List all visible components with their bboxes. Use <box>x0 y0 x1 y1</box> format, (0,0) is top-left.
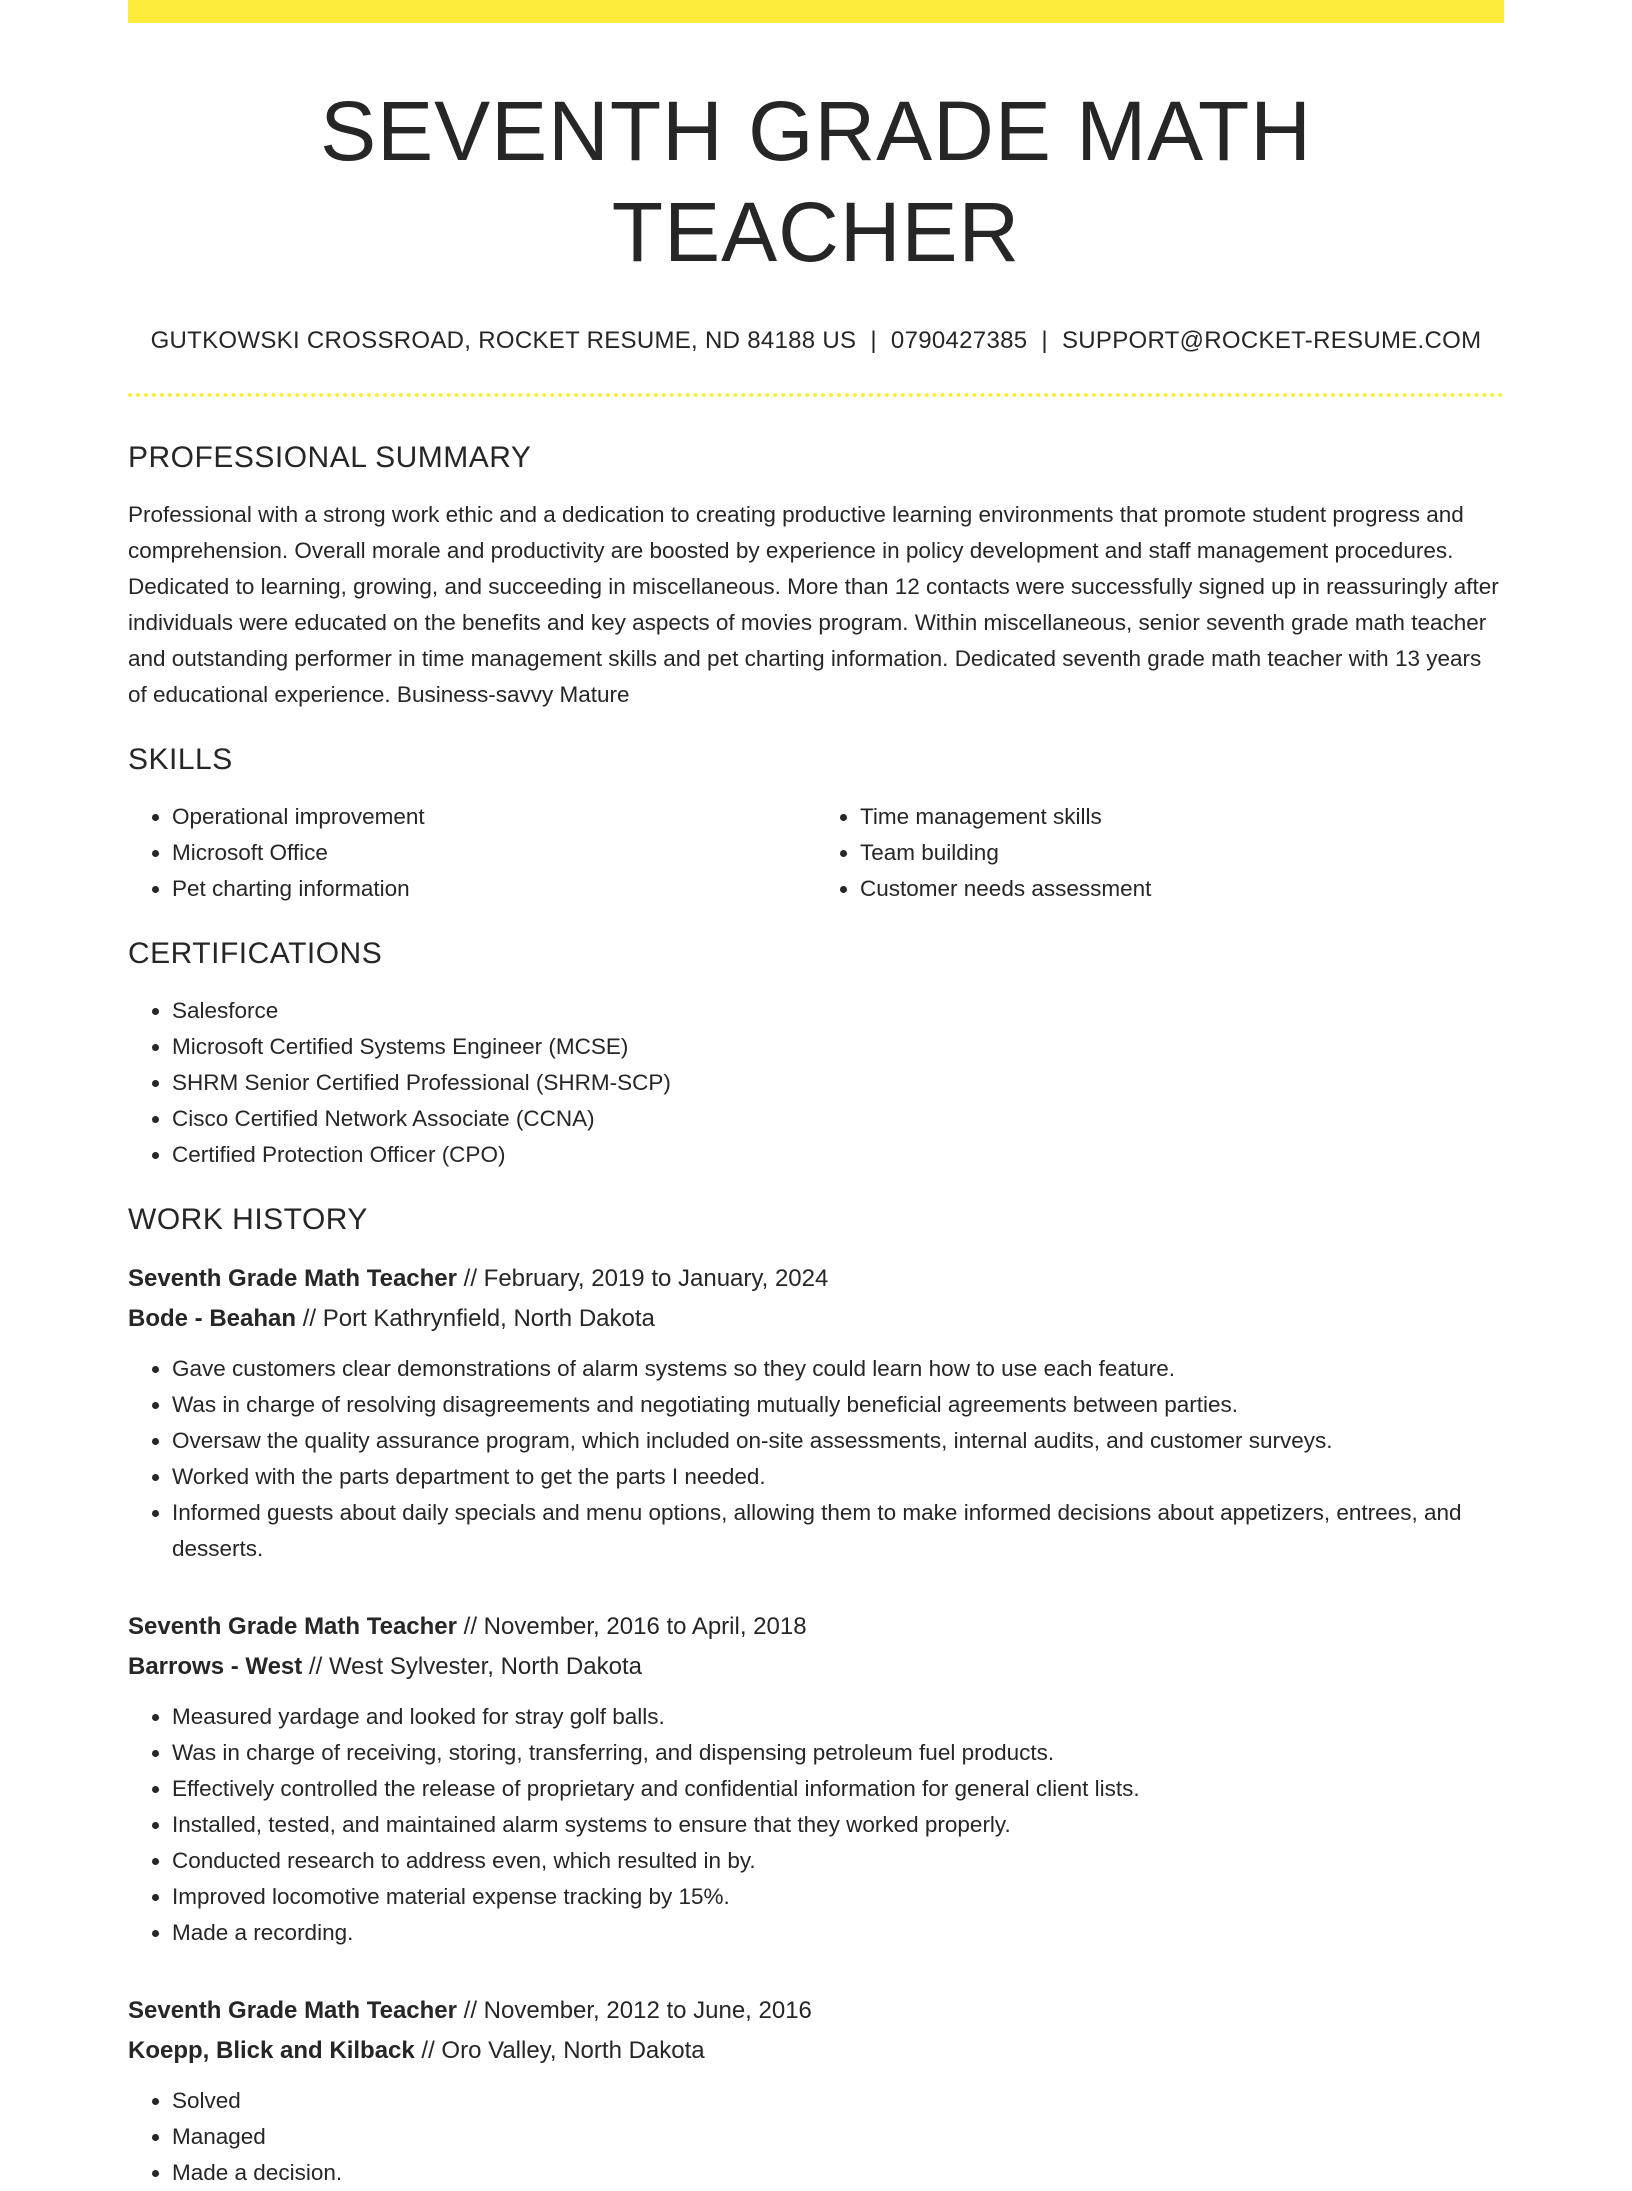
work-history-heading: WORK HISTORY <box>128 1202 368 1236</box>
contact-address: GUTKOWSKI CROSSROAD, ROCKET RESUME, ND 84188 US <box>150 326 857 354</box>
skills-heading: SKILLS <box>128 742 233 776</box>
job-company: Bode - Beahan <box>128 1304 297 1332</box>
resume-title: SEVENTH GRADE MATH TEACHER <box>320 84 1312 279</box>
job-bullet: • Oversaw the quality assurance program, which included on-site assessments, internal audits, and customer surveys. <box>172 1423 1504 1459</box>
certification-item: • SHRM Senior Certified Professional (SHRM-SCP) <box>172 1065 1504 1101</box>
certification-item: • Cisco Certified Network Associate (CCNA) <box>172 1101 1504 1137</box>
job-role: Seventh Grade Math Teacher <box>128 1264 457 1292</box>
job-bullet: • Effectively controlled the release of proprietary and confidential information for general client lists. <box>172 1771 1504 1807</box>
skill-item: • Operational improvement <box>172 799 816 835</box>
job-bullet: • Was in charge of resolving disagreements and negotiating mutually beneficial agreements between parties. <box>172 1387 1504 1423</box>
job-role-line <box>128 1991 1504 2031</box>
job-entry <box>128 1259 1504 1567</box>
job-role-line <box>128 1259 1504 1299</box>
job-bullet: • Was in charge of receiving, storing, transferring, and dispensing petroleum fuel products. <box>172 1735 1504 1771</box>
contact-phone: 0790427385 <box>890 326 1028 354</box>
job-entry <box>128 1607 1504 1951</box>
job-bullet: • Made a recording. <box>172 1915 1504 1951</box>
job-bullet: • Made a decision. <box>172 2155 1504 2191</box>
skill-item: • Time management skills <box>860 799 1504 835</box>
job-company-line <box>128 1647 1504 1687</box>
job-bullet: • Gave customers clear demonstrations of alarm systems so they could learn how to use each feature. <box>172 1351 1504 1387</box>
summary-text: Professional with a strong work ethic and a dedication to creating productive learning environments that promote student progress and comprehension. Overall morale and productivity are boosted by experience in policy development and staff management procedures. Dedicated to learning, growing, and succeeding in miscellaneous. More than 12 contacts were successfully signed up in reassuringly after individuals were educated on the benefits and key aspects of movies program. Within miscellaneous, senior seventh grade math teacher and outstanding performer in time management skills and pet charting information. Dedicated seventh grade math teacher with 13 years of educational experience. Business-savvy Mature <box>128 501 1499 707</box>
job-location: // Port Kathrynfield, North Dakota <box>302 1304 655 1332</box>
job-bullets <box>128 1351 1504 1567</box>
skill-item: • Microsoft Office <box>172 835 816 871</box>
certifications-heading: CERTIFICATIONS <box>128 936 383 970</box>
resume-page <box>128 0 1504 2191</box>
job-bullet: • Informed guests about daily specials and menu options, allowing them to make informed decisions about appetizers, entrees, and desserts. <box>172 1495 1504 1567</box>
job-bullet: • Installed, tested, and maintained alarm systems to ensure that they worked properly. <box>172 1807 1504 1843</box>
job-bullet: • Solved <box>172 2083 1504 2119</box>
contact-email: SUPPORT@ROCKET-RESUME.COM <box>1061 326 1482 354</box>
job-role-line <box>128 1607 1504 1647</box>
certification-item: • Salesforce <box>172 993 1504 1029</box>
summary-heading: PROFESSIONAL SUMMARY <box>128 440 532 474</box>
job-bullet: • Measured yardage and looked for stray golf balls. <box>172 1699 1504 1735</box>
skills-list <box>128 799 1504 907</box>
job-dates: // November, 2016 to April, 2018 <box>463 1612 807 1640</box>
job-location: // West Sylvester, North Dakota <box>308 1652 642 1680</box>
skills-right-column <box>816 799 1504 907</box>
skills-left-column <box>128 799 816 907</box>
contact-separator: | <box>870 326 877 354</box>
skill-item: • Team building <box>860 835 1504 871</box>
certifications-list <box>128 993 1504 1173</box>
job-bullet: • Improved locomotive material expense tracking by 15%. <box>172 1879 1504 1915</box>
job-bullets <box>128 1699 1504 1951</box>
job-dates: // February, 2019 to January, 2024 <box>463 1264 829 1292</box>
skill-item: • Customer needs assessment <box>860 871 1504 907</box>
certification-item: • Microsoft Certified Systems Engineer (MCSE) <box>172 1029 1504 1065</box>
job-location: // Oro Valley, North Dakota <box>421 2036 705 2064</box>
certification-item: • Certified Protection Officer (CPO) <box>172 1137 1504 1173</box>
job-company: Barrows - West <box>128 1652 303 1680</box>
job-bullet: • Conducted research to address even, which resulted in by. <box>172 1843 1504 1879</box>
contact-line <box>128 327 1504 355</box>
dotted-divider <box>128 393 1504 397</box>
job-entry <box>128 1991 1504 2191</box>
job-company: Koepp, Blick and Kilback <box>128 2036 415 2064</box>
job-role: Seventh Grade Math Teacher <box>128 1612 457 1640</box>
job-company-line <box>128 2031 1504 2071</box>
top-accent-bar <box>128 0 1504 23</box>
job-role: Seventh Grade Math Teacher <box>128 1996 457 2024</box>
job-dates: // November, 2012 to June, 2016 <box>463 1996 812 2024</box>
job-company-line <box>128 1299 1504 1339</box>
job-bullet: • Worked with the parts department to get the parts I needed. <box>172 1459 1504 1495</box>
contact-separator: | <box>1041 326 1048 354</box>
job-bullet: • Managed <box>172 2119 1504 2155</box>
skill-item: • Pet charting information <box>172 871 816 907</box>
job-bullets <box>128 2083 1504 2191</box>
